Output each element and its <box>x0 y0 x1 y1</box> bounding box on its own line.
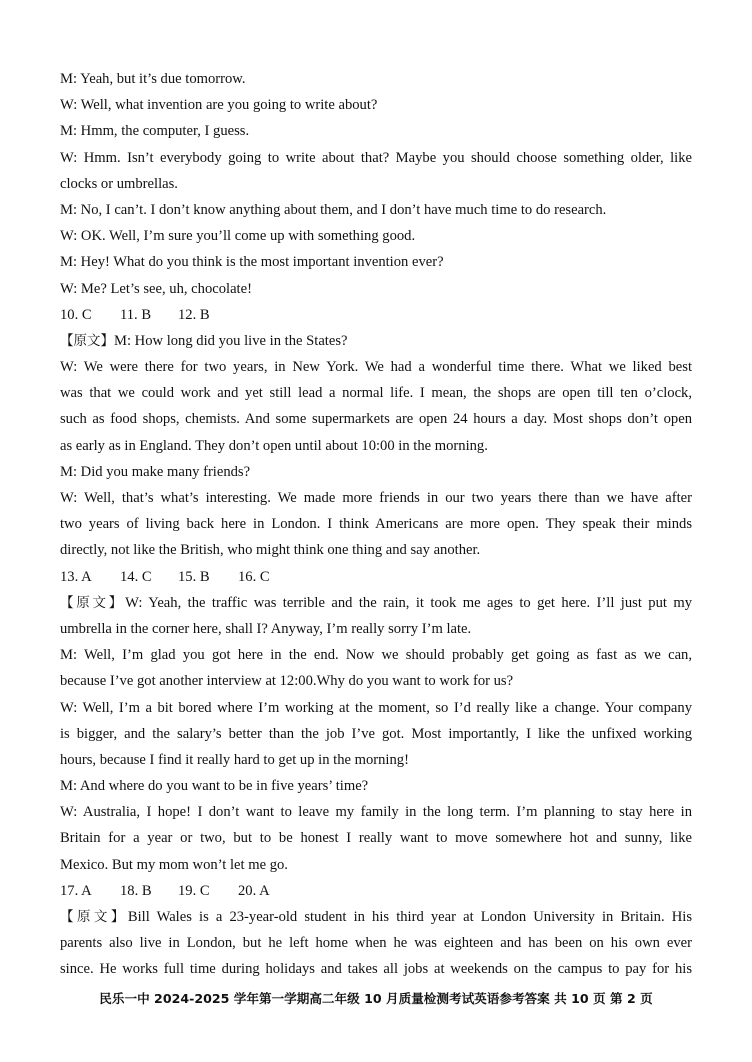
answer-item: 19. C <box>178 882 210 899</box>
dialogue-line: W: We were there for two years, in New York. We had a wonderful time there. What we liked best <box>60 359 692 376</box>
dialogue-line: clocks or umbrellas. <box>60 175 178 192</box>
dialogue-line: M: And where do you want to be in five years’ time? <box>60 778 369 795</box>
passage-text: Bill Wales is a 23-year-old student in his third year at London University in Britain. His <box>127 909 692 925</box>
dialogue-line: M: Hmm, the computer, I guess. <box>60 123 250 140</box>
dialogue-line: is bigger, and the salary’s better than the job I’ve got. Most importantly, I like the unfixed working <box>60 725 692 742</box>
dialogue-line: W: OK. Well, I’m sure you’ll come up with something good. <box>60 228 416 245</box>
original-text-tag: 【原文】 <box>60 594 126 611</box>
dialogue-line: hours, because I find it really hard to get up in the morning! <box>60 751 409 768</box>
original-text-line <box>60 904 692 930</box>
answer-item: 17. A <box>60 882 92 899</box>
answer-key-17-20 <box>60 878 692 904</box>
answer-key-13-16 <box>60 564 692 590</box>
answer-item: 10. C <box>60 306 92 323</box>
original-text-tag: 【原文】 <box>60 332 114 349</box>
answer-key-10-12 <box>60 302 692 328</box>
dialogue-line: M: Hey! What do you think is the most important invention ever? <box>60 254 444 271</box>
original-text-line <box>60 590 692 616</box>
passage-line: parents also live in London, but he left home when he was eighteen and has been on his own ever <box>60 935 692 952</box>
original-text-tag: 【原文】 <box>60 909 128 925</box>
dialogue-line: M: Well, I’m glad you got here in the end. Now we should probably get going as fast as we can, <box>60 647 692 664</box>
dialogue-line: such as food shops, chemists. And some supermarkets are open 24 hours a day. Most shops don’t open <box>60 411 692 428</box>
passage-line: since. He works full time during holidays and takes all jobs at weekends on the campus to pay for his <box>60 961 692 978</box>
dialogue-line: was that we could work and yet still lead a normal life. I mean, the shops are open till ten o’clock, <box>60 385 692 402</box>
answer-item: 18. B <box>120 882 152 899</box>
original-text-line <box>60 328 692 354</box>
dialogue-line: two years of living back here in London. I think Americans are more open. They speak their minds <box>60 516 692 533</box>
answer-item: 20. A <box>238 882 270 899</box>
dialogue-line: W: Well, that’s what’s interesting. We made more friends in our two years there than we have after <box>60 490 692 506</box>
dialogue-line: umbrella in the corner here, shall I? Anyway, I’m really sorry I’m late. <box>60 620 472 637</box>
answer-item: 12. B <box>178 306 210 323</box>
dialogue-line: W: Well, what invention are you going to write about? <box>60 97 378 114</box>
dialogue-line: W: Well, I’m a bit bored where I’m working at the moment, so I’d really like a change. Your company <box>60 699 692 716</box>
answer-item: 13. A <box>60 568 92 585</box>
dialogue-text: W: Yeah, the traffic was terrible and the rain, it took me ages to get here. I’ll just put my <box>125 594 692 611</box>
document-body <box>60 66 692 983</box>
dialogue-line: because I’ve got another interview at 12:00.Why do you want to work for us? <box>60 673 514 690</box>
dialogue-line: directly, not like the British, who might think one thing and say another. <box>60 542 481 559</box>
dialogue-line: M: Did you make many friends? <box>60 463 251 480</box>
dialogue-line: as early as in England. They don’t open until about 10:00 in the morning. <box>60 437 488 454</box>
dialogue-text: M: How long did you live in the States? <box>114 332 348 349</box>
dialogue-line: W: Hmm. Isn’t everybody going to write about that? Maybe you should choose something older, like <box>60 149 692 166</box>
dialogue-line: W: Me? Let’s see, uh, chocolate! <box>60 280 252 297</box>
answer-item: 14. C <box>120 568 152 585</box>
answer-item: 15. B <box>178 568 210 585</box>
dialogue-line: W: Australia, I hope! I don’t want to leave my family in the long term. I’m planning to stay here in <box>60 804 692 821</box>
dialogue-line: Britain for a year or two, but to be honest I really want to move somewhere hot and sunny, like <box>60 830 692 847</box>
page-footer: 民乐一中 2024-2025 学年第一学期高二年级 10 月质量检测考试英语参考答案 共 10 页 第 2 页 <box>99 991 653 1006</box>
dialogue-line: M: Yeah, but it’s due tomorrow. <box>60 71 246 87</box>
dialogue-line: Mexico. But my mom won’t let me go. <box>60 856 288 873</box>
answer-item: 16. C <box>238 568 270 585</box>
answer-item: 11. B <box>120 306 152 323</box>
dialogue-line: M: No, I can’t. I don’t know anything about them, and I don’t have much time to do research. <box>60 201 607 218</box>
